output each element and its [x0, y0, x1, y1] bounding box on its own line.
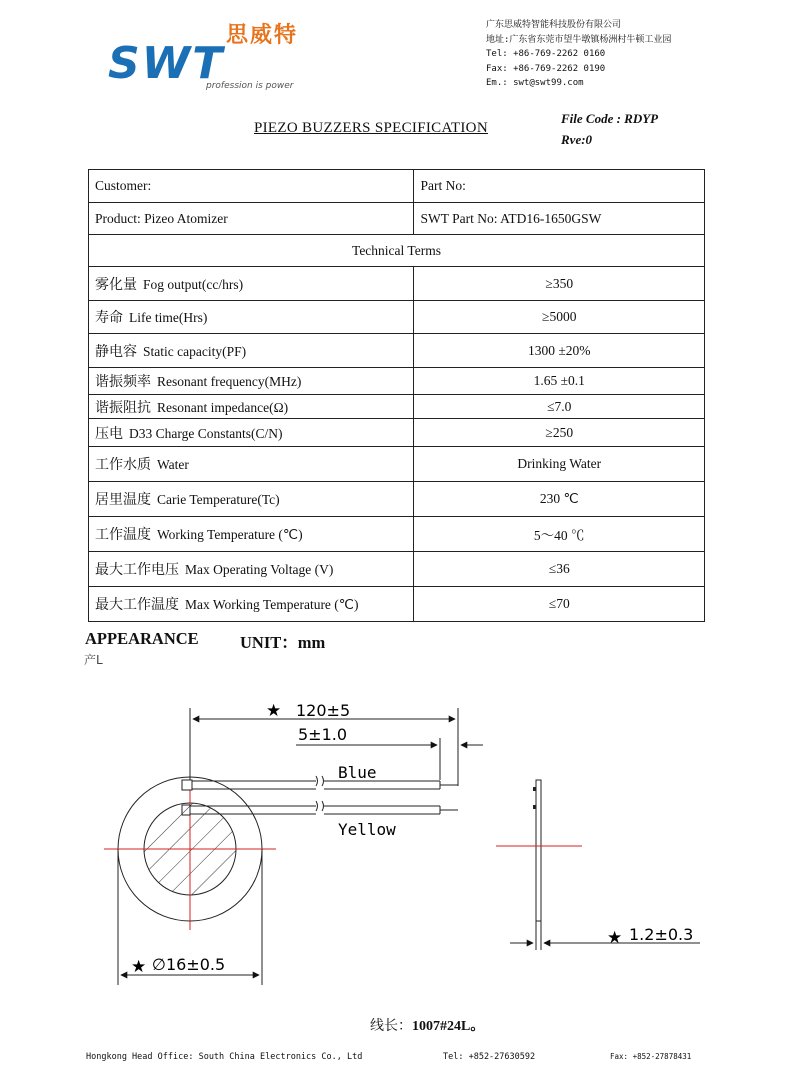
spec-value: 5～40 ℃: [414, 517, 705, 552]
star-icon: ★: [266, 701, 282, 721]
spec-label-en: Water: [157, 457, 189, 472]
spec-value: 1300 ±20%: [414, 334, 705, 368]
footer-fax: Fax: +852-27878431: [610, 1052, 692, 1061]
star-icon: ★: [131, 957, 147, 977]
spec-value: 1.65 ±0.1: [414, 368, 705, 395]
wire-length-label: 线长：: [370, 1018, 412, 1034]
dim-strip-label: 5±1.0: [298, 725, 348, 744]
spec-label-en: Resonant impedance(Ω): [157, 399, 289, 415]
wire-blue: [182, 776, 458, 790]
spec-value: 230 ℃: [414, 482, 705, 517]
technical-terms-heading: Technical Terms: [89, 235, 705, 267]
spec-label-en: Static capacity(PF): [143, 343, 247, 359]
spec-value: ≤70: [414, 587, 705, 622]
spec-label-cn: 最大工作电压: [95, 562, 179, 578]
disc-side-view: [536, 780, 541, 921]
company-email: Em.: swt@swt99.com: [486, 78, 584, 88]
spec-label-en: Life time(Hrs): [129, 310, 208, 325]
star-icon: ★: [607, 928, 623, 948]
part-no-cell: Part No:: [414, 170, 705, 203]
footer-tel: Tel: +852-27630592: [443, 1052, 536, 1062]
customer-cell: Customer:: [89, 170, 414, 203]
spec-value: ≥250: [414, 419, 705, 447]
wire-length-note: [370, 1015, 484, 1035]
unit-label: UNIT：mm: [240, 633, 326, 652]
spec-label-en: Working Temperature (℃): [157, 527, 303, 542]
document-title: PIEZO BUZZERS SPECIFICATION: [254, 120, 488, 136]
spec-label-cn: 谐振阻抗: [95, 399, 151, 416]
spec-label-en: Carie Temperature(Tc): [157, 492, 280, 507]
spec-label-cn: 最大工作温度: [95, 597, 179, 613]
spec-label-cn: 压电: [95, 425, 123, 442]
spec-value: ≥350: [414, 267, 705, 301]
spec-label-cn: 寿命: [95, 310, 123, 326]
appearance-heading: APPEARANCE: [85, 629, 199, 648]
wire-length-value: 1007#24L。: [412, 1019, 485, 1034]
spec-label-cn: 工作水质: [95, 457, 151, 473]
spec-label-cn: 雾化量: [95, 276, 137, 293]
wire-yellow-label: Yellow: [338, 820, 396, 839]
spec-label-en: D33 Charge Constants(C/N): [129, 425, 283, 441]
swt-part-no-cell: SWT Part No: ATD16-1650GSW: [414, 203, 705, 235]
wire-yellow: [182, 801, 458, 815]
logo-tagline: profession is power: [206, 81, 294, 91]
logo-chinese-name: 思威特: [226, 23, 299, 48]
logo-wordmark: SWT: [108, 38, 225, 89]
footer-office: Hongkong Head Office: South China Electronics Co., Ltd: [86, 1052, 363, 1062]
spec-value: ≤36: [414, 552, 705, 587]
spec-label-en: Fog output(cc/hrs): [143, 276, 244, 292]
spec-label-cn: 工作温度: [95, 527, 151, 543]
spec-label-en: Resonant frequency(MHz): [157, 374, 302, 389]
spec-label-cn: 居里温度: [95, 492, 151, 508]
spec-value: ≤7.0: [414, 395, 705, 419]
dim-diameter-label: ∅16±0.5: [152, 955, 226, 974]
company-tel: Tel: +86-769-2262 0160: [486, 49, 606, 59]
company-fax: Fax: +86-769-2262 0190: [486, 63, 606, 74]
small-mark: 产L: [84, 653, 103, 667]
product-cell: Product: Pizeo Atomizer: [89, 203, 414, 235]
spec-value: Drinking Water: [414, 447, 705, 482]
company-name: 广东思威特智能科技股份有限公司: [486, 20, 622, 30]
spec-label-en: Max Working Temperature (℃): [185, 597, 359, 612]
spec-label-en: Max Operating Voltage (V): [185, 562, 334, 577]
revision: Rve:0: [561, 132, 593, 147]
wire-blue-label: Blue: [338, 763, 377, 782]
company-address: 地址:广东省东莞市望牛墩镇杨洲村牛顿工业园: [486, 34, 672, 45]
spec-value: ≥5000: [414, 301, 705, 334]
spec-label-cn: 静电容: [95, 343, 137, 360]
spec-label-cn: 谐振频率: [95, 374, 151, 390]
file-code: File Code : RDYP: [561, 111, 659, 126]
dim-thickness-label: 1.2±0.3: [629, 925, 694, 944]
dim-length-label: 120±5: [296, 701, 351, 720]
